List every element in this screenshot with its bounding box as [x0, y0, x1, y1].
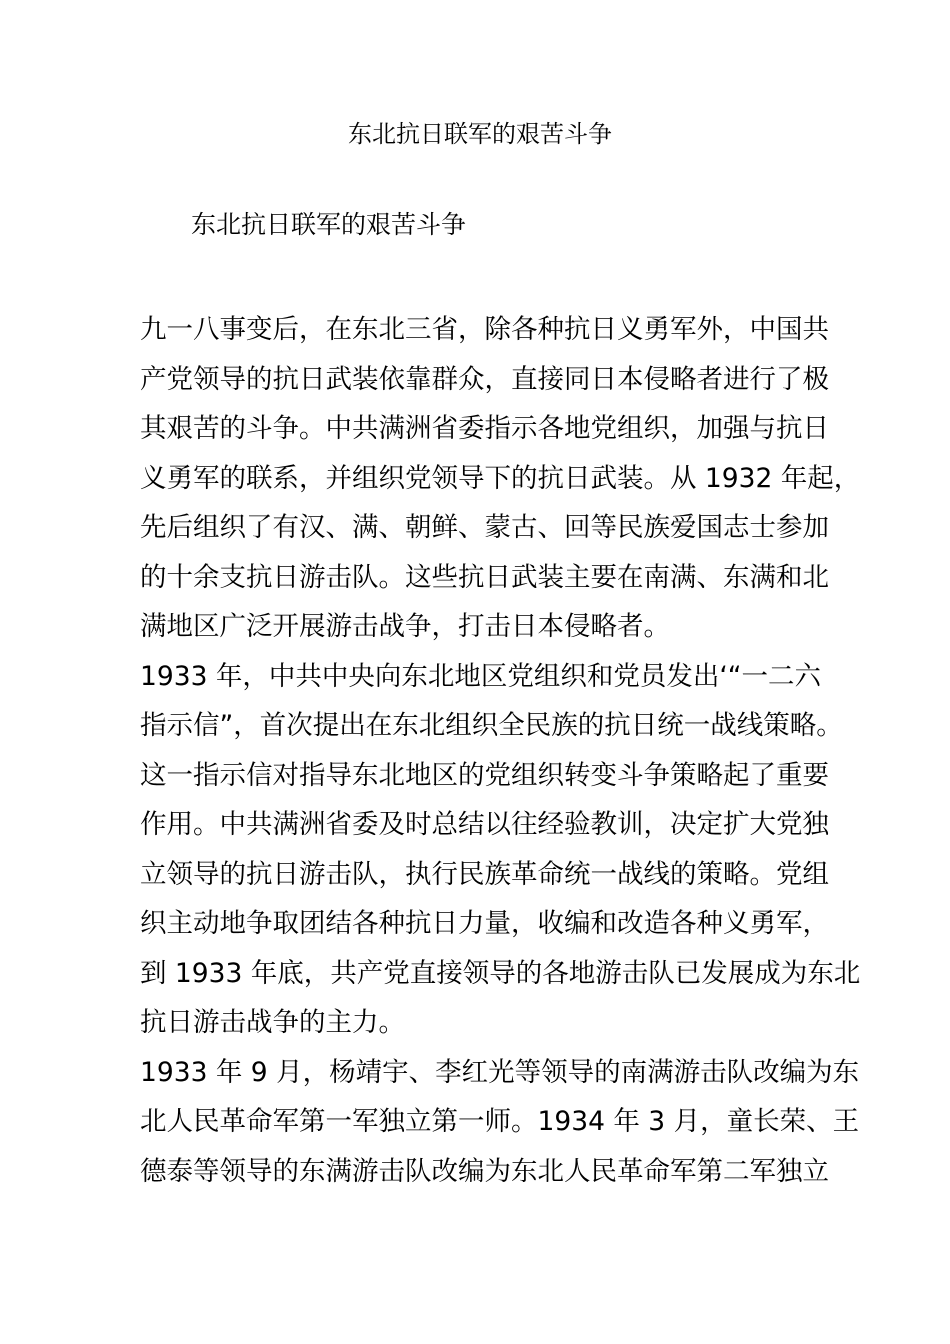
text-line: 指示信”，首次提出在东北组织全民族的抗日统一战线策略。	[140, 710, 843, 741]
text-line: 其艰苦的斗争。中共满洲省委指示各地党组织，加强与抗日	[140, 413, 829, 444]
text-line: 1933 年 9 月，杨靖宇、李红光等领导的南满游击队改编为东	[140, 1056, 860, 1088]
text-line: 立领导的抗日游击队，执行民族革命统一战线的策略。党组	[140, 858, 829, 890]
document-subtitle: 东北抗日联军的艰苦斗争	[191, 210, 467, 239]
text-line: 抗日游击战争的主力。	[140, 1007, 405, 1038]
text-line: 德泰等领导的东满游击队改编为东北人民革命军第二军独立	[140, 1155, 829, 1187]
text-line: 1933 年，中共中央向东北地区党组织和党员发出‘“一二六	[140, 660, 822, 692]
text-line: 北人民革命军第一军独立第一师。1934 年 3 月，童长荣、王	[140, 1106, 860, 1137]
text-line: 到 1933 年底，共产党直接领导的各地游击队已发展成为东北	[140, 957, 861, 989]
text-line: 的十余支抗日游击队。这些抗日武装主要在南满、东满和北	[140, 561, 829, 593]
text-line: 产党领导的抗日武装依靠群众，直接同日本侵略者进行了极	[140, 363, 829, 395]
text-line: 织主动地争取团结各种抗日力量，收编和改造各种义勇军，	[140, 908, 829, 939]
text-line: 这一指示信对指导东北地区的党组织转变斗争策略起了重要	[140, 759, 829, 791]
document-title: 东北抗日联军的艰苦斗争	[348, 120, 612, 148]
text-line: 满地区广泛开展游击战争，打击日本侵略者。	[140, 611, 670, 642]
text-line: 义勇军的联系，并组织党领导下的抗日武装。从 1932 年起，	[140, 462, 861, 494]
body-text	[140, 305, 861, 1196]
text-line: 九一八事变后，在东北三省，除各种抗日义勇军外，中国共	[140, 314, 829, 345]
text-line: 先后组织了有汉、满、朝鲜、蒙古、回等民族爱国志士参加	[140, 512, 829, 543]
text-line: 作用。中共满洲省委及时总结以往经验教训，决定扩大党独	[140, 809, 829, 840]
